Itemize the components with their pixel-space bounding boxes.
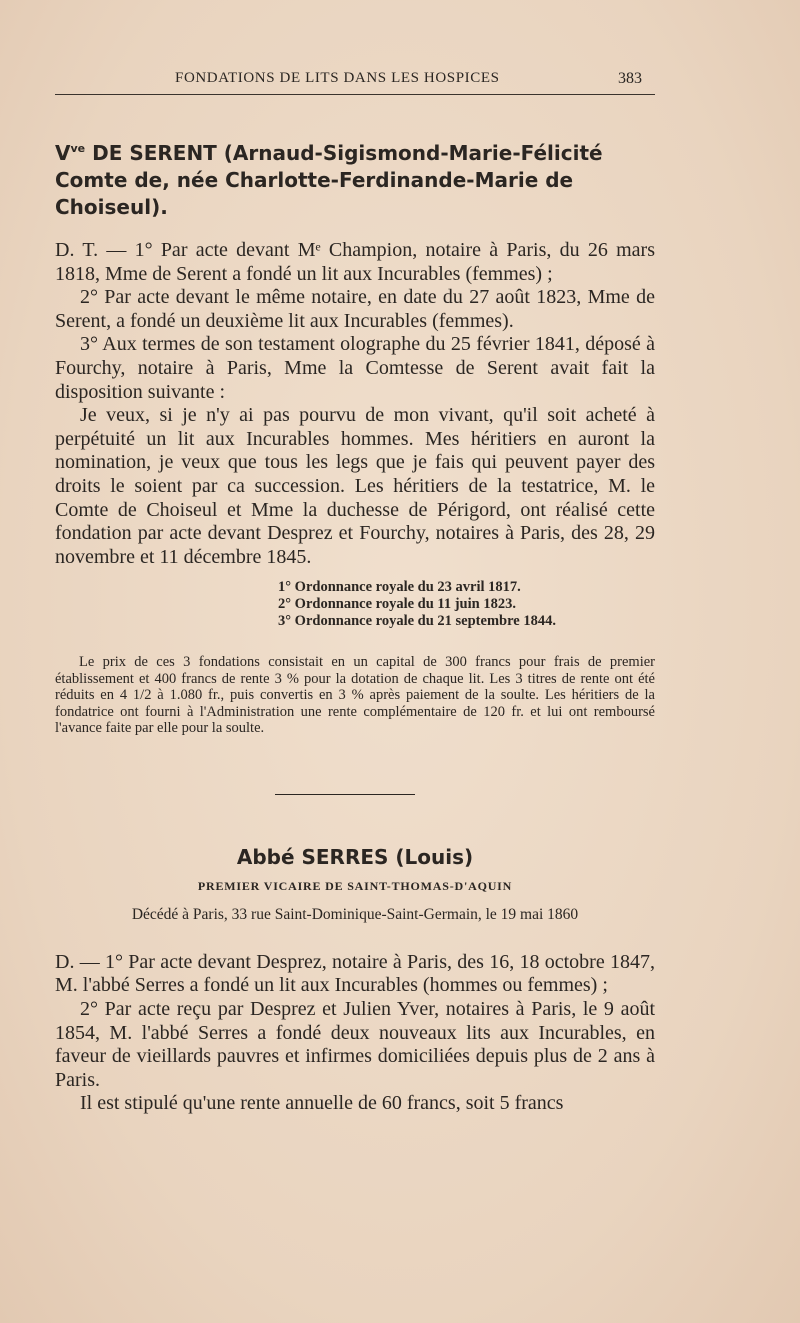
page-number: 383 [618,70,642,87]
entry-subheading: PREMIER VICAIRE DE SAINT-THOMAS-D'AQUIN [197,878,513,893]
title-prefix: V [55,141,71,165]
title-superscript: ve [70,142,86,155]
paragraph: 3° Aux termes de son testament olographe du 25 février 1841, déposé à Fourchy, notaire à Paris, Mme la Comtesse de Serent avait fait la disposition suivante : [55,333,655,403]
section-divider [275,794,415,795]
paragraph-quote: Je veux, si je n'y ai pas pourvu de mon vivant, qu'il soit acheté à perpétuité un lit aux Incurables hommes. Mes héritiers en auront la nomination, je veux que tous les legs que je fais qui peuvent payer des droits le soient par ca succession. Les héritiers de la testatrice, M. le Comte de Choiseul et Mme la duchesse de Périgord, ont réalisé cette fondation par acte devant Desprez et Fourchy, notaires à Paris, des 28, 29 novembre et 11 décembre 1845. [55,404,655,568]
paragraph: 2° Par acte devant le même notaire, en date du 27 août 1823, Mme de Serent, a fondé un deuxième lit aux Incurables (femmes). [55,286,655,332]
paragraph: 2° Par acte reçu par Desprez et Julien Yver, notaires à Paris, le 9 août 1854, M. l'abbé Serres a fondé deux nouveaux lits aux Incurables, en faveur de vieillards pauvres et infirmes domiciliées depuis plus de 2 ans à Paris. [55,998,655,1091]
entry-title-serent [55,135,655,221]
paragraph: D. — 1° Par acte devant Desprez, notaire à Paris, des 16, 18 octobre 1847, M. l'abbé Serres a fondé un lit aux Incurables (hommes ou femmes) ; [55,950,655,997]
ordonnance-item: 1° Ordonnance royale du 23 avril 1817. [278,579,521,596]
paragraph: Il est stipulé qu'une rente annuelle de 60 francs, soit 5 francs [80,1092,564,1115]
running-title: FONDATIONS DE LITS DANS LES HOSPICES [175,70,500,86]
title-rest: DE SERENT (Arnaud-Sigismond-Marie-Félicité Comte de, née Charlotte-Ferdinande-Marie de Choiseul). [55,141,603,219]
entry-heading-serres: Abbé SERRES (Louis) [236,844,474,869]
ordonnance-item: 2° Ordonnance royale du 11 juin 1823. [278,596,516,613]
page-header [0,70,800,94]
ordonnance-item: 3° Ordonnance royale du 21 septembre 1844. [278,613,556,630]
paragraph: D. T. — 1° Par acte devant Mᵉ Champion, notaire à Paris, du 26 mars 1818, Mme de Serent a fondé un lit aux Incurables (femmes) ; [55,239,655,285]
header-rule [55,94,655,95]
page-content [55,135,655,1116]
death-notice: Décédé à Paris, 33 rue Saint-Dominique-Saint-Germain, le 19 mai 1860 [131,905,579,923]
ordonnance-list [55,579,655,630]
footnote: Le prix de ces 3 fondations consistait en un capital de 300 francs pour frais de premier établissement et 400 francs de rente 3 % pour la dotation de chaque lit. Les 3 titres de rente ont été réduits en 4 1/2 à 1.080 fr., puis convertis en 3 % après paiement de la soulte. Les héritiers de la fondatrice ont fourni à l'Administration une rente complémentaire de 120 fr. et lui ont remboursé l'avance faite par elle pour la soulte. [55,654,655,737]
